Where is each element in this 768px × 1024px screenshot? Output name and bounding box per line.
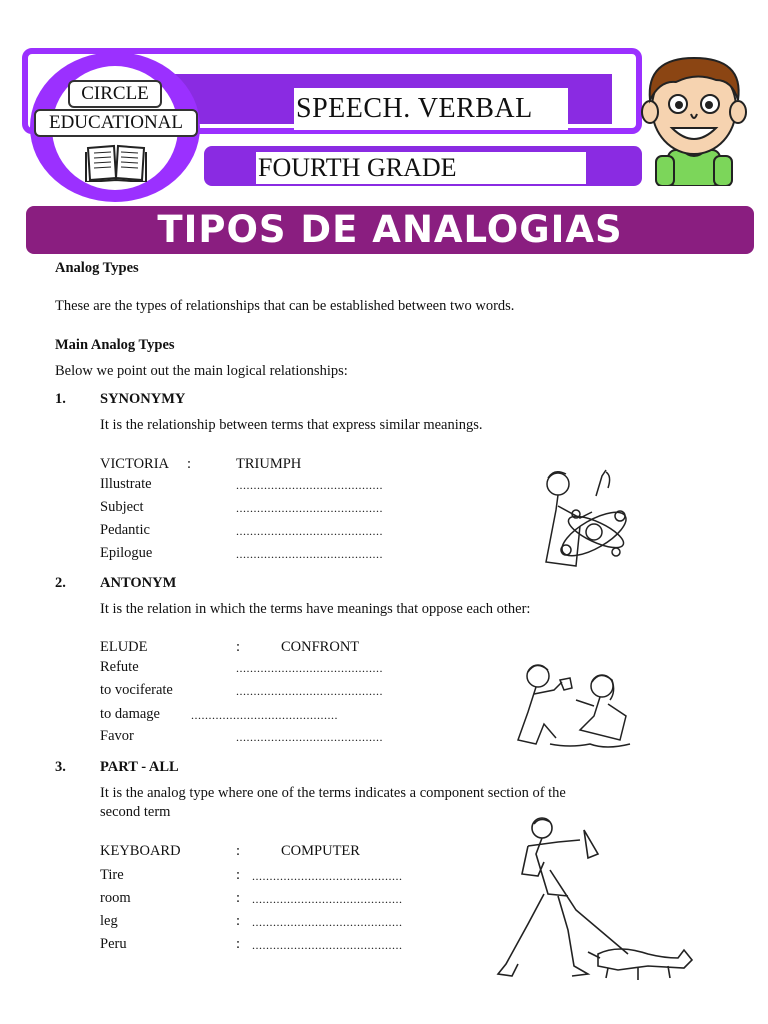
grade-label: FOURTH GRADE <box>256 152 586 184</box>
exercise-word: leg <box>100 913 118 929</box>
exercise-word: room <box>100 890 131 906</box>
section-number: 1. <box>55 391 66 407</box>
exercise-word: Illustrate <box>100 476 152 492</box>
example-left-term: KEYBOARD <box>100 843 181 859</box>
answer-blank[interactable]: .......................................... <box>236 684 383 698</box>
example-left-term: VICTORIA <box>100 456 170 472</box>
example-left-term: ELUDE <box>100 639 148 655</box>
scientist-icon <box>536 466 638 574</box>
exercise-colon: : <box>236 867 241 883</box>
children-playing-icon <box>510 660 638 752</box>
exercise-word: Pedantic <box>100 522 150 538</box>
section-description: It is the relationship between terms that express similar meanings. <box>100 417 483 433</box>
example-colon: : <box>187 456 192 472</box>
answer-blank[interactable]: ........................................... <box>252 869 403 883</box>
section-description-line1: It is the analog type where one of the terms indicates a component section of the <box>100 785 566 801</box>
answer-blank[interactable]: .......................................... <box>236 547 383 561</box>
exercise-colon: : <box>236 890 241 906</box>
book-icon <box>84 140 148 182</box>
section-description: It is the relation in which the terms have meanings that oppose each other: <box>100 601 531 617</box>
example-colon: : <box>236 639 241 655</box>
exercise-word: Peru <box>100 936 127 952</box>
analog-types-heading: Analog Types <box>55 260 139 276</box>
exercise-colon: : <box>236 936 241 952</box>
section-number: 2. <box>55 575 66 591</box>
intro-text: These are the types of relationships that can be established between two words. <box>55 298 515 314</box>
page-title: TIPOS DE ANALOGIAS <box>26 206 754 254</box>
answer-blank[interactable]: .......................................... <box>236 730 383 744</box>
logo-bottom-label: EDUCATIONAL <box>34 109 198 137</box>
exercise-word: Subject <box>100 499 144 515</box>
exercise-word: to damage <box>100 706 160 722</box>
section-title-antonym: ANTONYM <box>100 575 177 591</box>
exercise-word: Refute <box>100 659 139 675</box>
exercise-word: to vociferate <box>100 682 173 698</box>
example-colon: : <box>236 843 241 859</box>
answer-blank[interactable]: ........................................... <box>252 938 403 952</box>
exercise-word: Epilogue <box>100 545 153 561</box>
main-analog-intro-text: Below we point out the main logical relationships: <box>55 363 348 379</box>
section-number: 3. <box>55 759 66 775</box>
example-right-term: COMPUTER <box>281 843 360 859</box>
answer-blank[interactable]: ........................................... <box>252 915 403 929</box>
exercise-word: Favor <box>100 728 134 744</box>
answer-blank[interactable]: .......................................... <box>191 708 338 722</box>
answer-blank[interactable]: .......................................... <box>236 501 383 515</box>
exercise-colon: : <box>236 913 241 929</box>
answer-blank[interactable]: .......................................... <box>236 524 383 538</box>
section-title-part-all: PART - ALL <box>100 759 179 775</box>
exercise-word: Tire <box>100 867 124 883</box>
answer-blank[interactable]: .......................................... <box>236 661 383 675</box>
main-analog-types-heading: Main Analog Types <box>55 337 175 353</box>
section-title-synonymy: SYNONYMY <box>100 391 186 407</box>
section-description-line2: second term <box>100 804 171 820</box>
subject-label: SPEECH. VERBAL <box>294 88 568 130</box>
answer-blank[interactable]: ........................................... <box>252 892 403 906</box>
example-right-term: TRIUMPH <box>236 456 302 472</box>
boy-icon <box>636 50 752 186</box>
answer-blank[interactable]: .......................................... <box>236 478 383 492</box>
example-right-term: CONFRONT <box>281 639 360 655</box>
man-walking-dog-icon <box>488 814 696 986</box>
logo-top-label: CIRCLE <box>68 80 162 108</box>
